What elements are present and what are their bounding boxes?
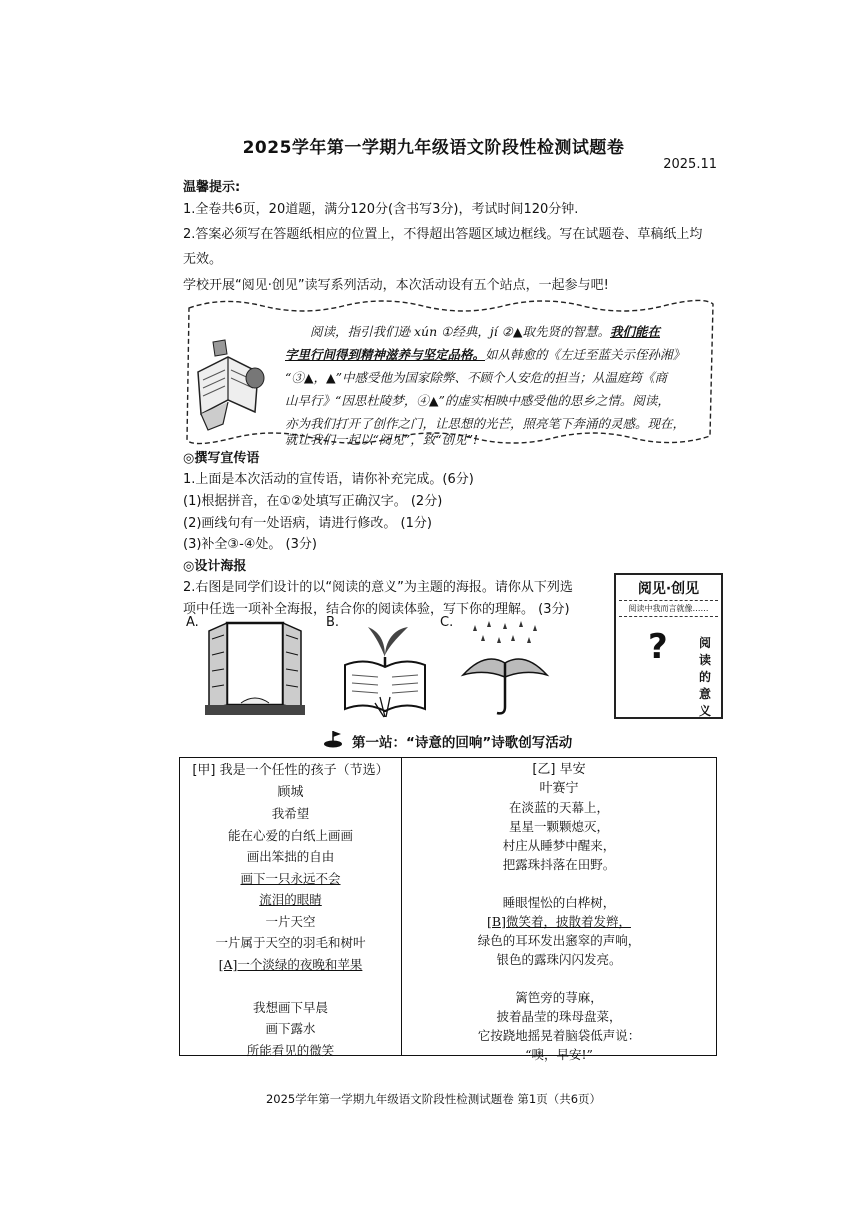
question-1-2: (2)画线句有一处语病，请进行修改。 (1分) bbox=[183, 516, 432, 531]
banner-underlined-sentence-cont: 字里行间得到精神滋养与坚定品格。 bbox=[285, 347, 486, 362]
poster-side-char: 的 bbox=[699, 670, 712, 684]
banner-line-4: 山早行》“因思杜陵梦，④▲”的虚实相映中感受他的思乡之情。阅读， bbox=[285, 393, 670, 408]
poem-line: 画出笨拙的自由 bbox=[246, 849, 335, 864]
poem-line-underlined: 流泪的眼睛 bbox=[259, 892, 322, 907]
poster-title: 阅见·创见 bbox=[637, 581, 700, 597]
flag-pin-icon bbox=[323, 729, 345, 749]
poem-line: 画下露水 bbox=[265, 1021, 316, 1036]
poem-a-title: [甲] 我是一个任性的孩子（节选） bbox=[192, 763, 389, 778]
poem-line: 一片天空 bbox=[265, 913, 316, 929]
poem-line: 披着晶莹的珠母盘菜， bbox=[496, 1009, 622, 1024]
activity-intro: 学校开展“阅见·创见”读写系列活动，本次活动设有五个站点，一起参与吧! bbox=[183, 278, 609, 293]
poem-line: 一片属于天空的羽毛和树叶 bbox=[215, 935, 366, 950]
poem-line: 星星一颗颗熄灭， bbox=[508, 819, 609, 834]
question-1-3: (3)补全③-④处。 (3分) bbox=[183, 537, 317, 552]
poem-line-blank bbox=[402, 874, 716, 893]
banner-text bbox=[285, 320, 715, 343]
option-c-label: C. bbox=[440, 615, 454, 630]
poem-line: 银色的露珠闪闪发亮。 bbox=[496, 952, 622, 967]
poster-side-char: 读 bbox=[699, 653, 712, 667]
question-2-cont: 项中任选一项补全海报，结合你的阅读体验，写下你的理解。 (3分) bbox=[183, 602, 570, 617]
section-2-heading: ◎设计海报 bbox=[183, 559, 247, 574]
poem-line: 睡眼惺忪的白桦树， bbox=[502, 895, 616, 910]
station-1-heading: 第一站：“诗意的回响”诗歌创写活动 bbox=[352, 735, 573, 751]
poem-a bbox=[180, 760, 401, 1061]
poster-side-char: 义 bbox=[699, 704, 712, 718]
poem-line: 在淡蓝的天幕上， bbox=[508, 800, 609, 815]
poem-b-title: [乙] 早安 bbox=[532, 762, 586, 777]
poem-line: 村庄从睡梦中醒来， bbox=[502, 838, 616, 853]
poem-line: “噢，早安!” bbox=[525, 1047, 593, 1062]
poem-line-marked-b: [B]微笑着，披散着发辫， bbox=[487, 914, 631, 929]
banner-line1-a: 阅读，指引我们逊 xún ① bbox=[310, 324, 453, 339]
book-sprout-icon bbox=[340, 617, 430, 719]
exam-date: 2025.11 bbox=[663, 157, 717, 172]
poem-line: 能在心爱的白纸上画画 bbox=[227, 827, 353, 843]
book-umbrella-icon bbox=[455, 617, 555, 719]
page-footer: 2025学年第一学期九年级语文阶段性检测试题卷 第1页（共6页） bbox=[265, 1092, 602, 1106]
poem-line: 把露珠抖落在田野。 bbox=[502, 857, 616, 872]
notice-heading: 温馨提示: bbox=[183, 180, 241, 195]
poem-line: 所能看见的微笑 bbox=[246, 1042, 335, 1058]
question-2: 2.右图是同学们设计的以“阅读的意义”为主题的海报。请你从下列选 bbox=[183, 580, 573, 595]
poem-line: 我想画下早晨 bbox=[252, 999, 328, 1015]
question-1: 1.上面是本次活动的宣传语，请你补充完成。(6分) bbox=[183, 472, 474, 487]
poem-line: 篱笆旁的荨麻， bbox=[515, 990, 603, 1005]
poster-question-mark: ? bbox=[648, 627, 668, 667]
banner-line-6: 就让我们一起以“阅见”，致“创见”! bbox=[285, 432, 479, 447]
section-1-heading: ◎撰写宣传语 bbox=[183, 451, 260, 466]
option-b-label: B. bbox=[326, 615, 340, 630]
poem-b bbox=[402, 760, 716, 1064]
banner-line-5: 亦为我们打开了创作之门，让思想的光芒，照亮笔下奔涌的灵感。现在， bbox=[285, 416, 686, 431]
poem-line: 绿色的耳环发出窸窣的声响， bbox=[477, 933, 641, 948]
banner-underlined-sentence: 我们能在 bbox=[609, 324, 660, 339]
poem-line-underlined: 画下一只永远不会 bbox=[240, 870, 341, 886]
poem-a-author: 顾城 bbox=[277, 784, 304, 800]
banner-line-2 bbox=[285, 343, 715, 366]
banner-line2-b: 如从韩愈的《左迁至蓝关示侄孙湘》 bbox=[485, 347, 686, 362]
option-a-label: A. bbox=[186, 615, 199, 630]
notice-item-2-cont: 无效。 bbox=[183, 252, 223, 267]
poems-table bbox=[179, 757, 717, 1062]
poster-side-char: 阅 bbox=[699, 636, 712, 650]
poem-b-author: 叶赛宁 bbox=[539, 781, 579, 796]
poster-side-char: 意 bbox=[699, 687, 712, 701]
poem-line: 我希望 bbox=[271, 806, 310, 821]
page-title: 2025学年第一学期九年级语文阶段性检测试题卷 bbox=[242, 138, 625, 158]
poem-line-blank bbox=[402, 969, 716, 988]
poem-line-blank bbox=[180, 975, 401, 997]
book-illustration-icon bbox=[193, 332, 273, 432]
banner-line1-b: 经典，jí ②▲取先贤的智慧。 bbox=[452, 324, 610, 339]
notice-item-1: 1.全卷共6页，20道题，满分120分(含书写3分)，考试时间120分钟. bbox=[183, 202, 579, 217]
poem-line: 它按跷地摇晃着脑袋低声说： bbox=[477, 1028, 641, 1043]
question-1-1: (1)根据拼音，在①②处填写正确汉字。 (2分) bbox=[183, 494, 443, 509]
notice-item-2: 2.答案必须写在答题纸相应的位置上，不得超出答题区域边框线。写在试题卷、草稿纸上均 bbox=[183, 227, 703, 242]
poster-subtitle: 阅读中我而言就像…… bbox=[619, 600, 718, 617]
poem-line-marked-a: [A]一个淡绿的夜晚和苹果 bbox=[218, 956, 363, 972]
banner-line-3: “③▲，▲”中感受他为国家除弊、不顾个人安危的担当；从温庭筠《商 bbox=[285, 370, 668, 385]
poster bbox=[614, 573, 723, 719]
window-icon bbox=[205, 617, 305, 719]
